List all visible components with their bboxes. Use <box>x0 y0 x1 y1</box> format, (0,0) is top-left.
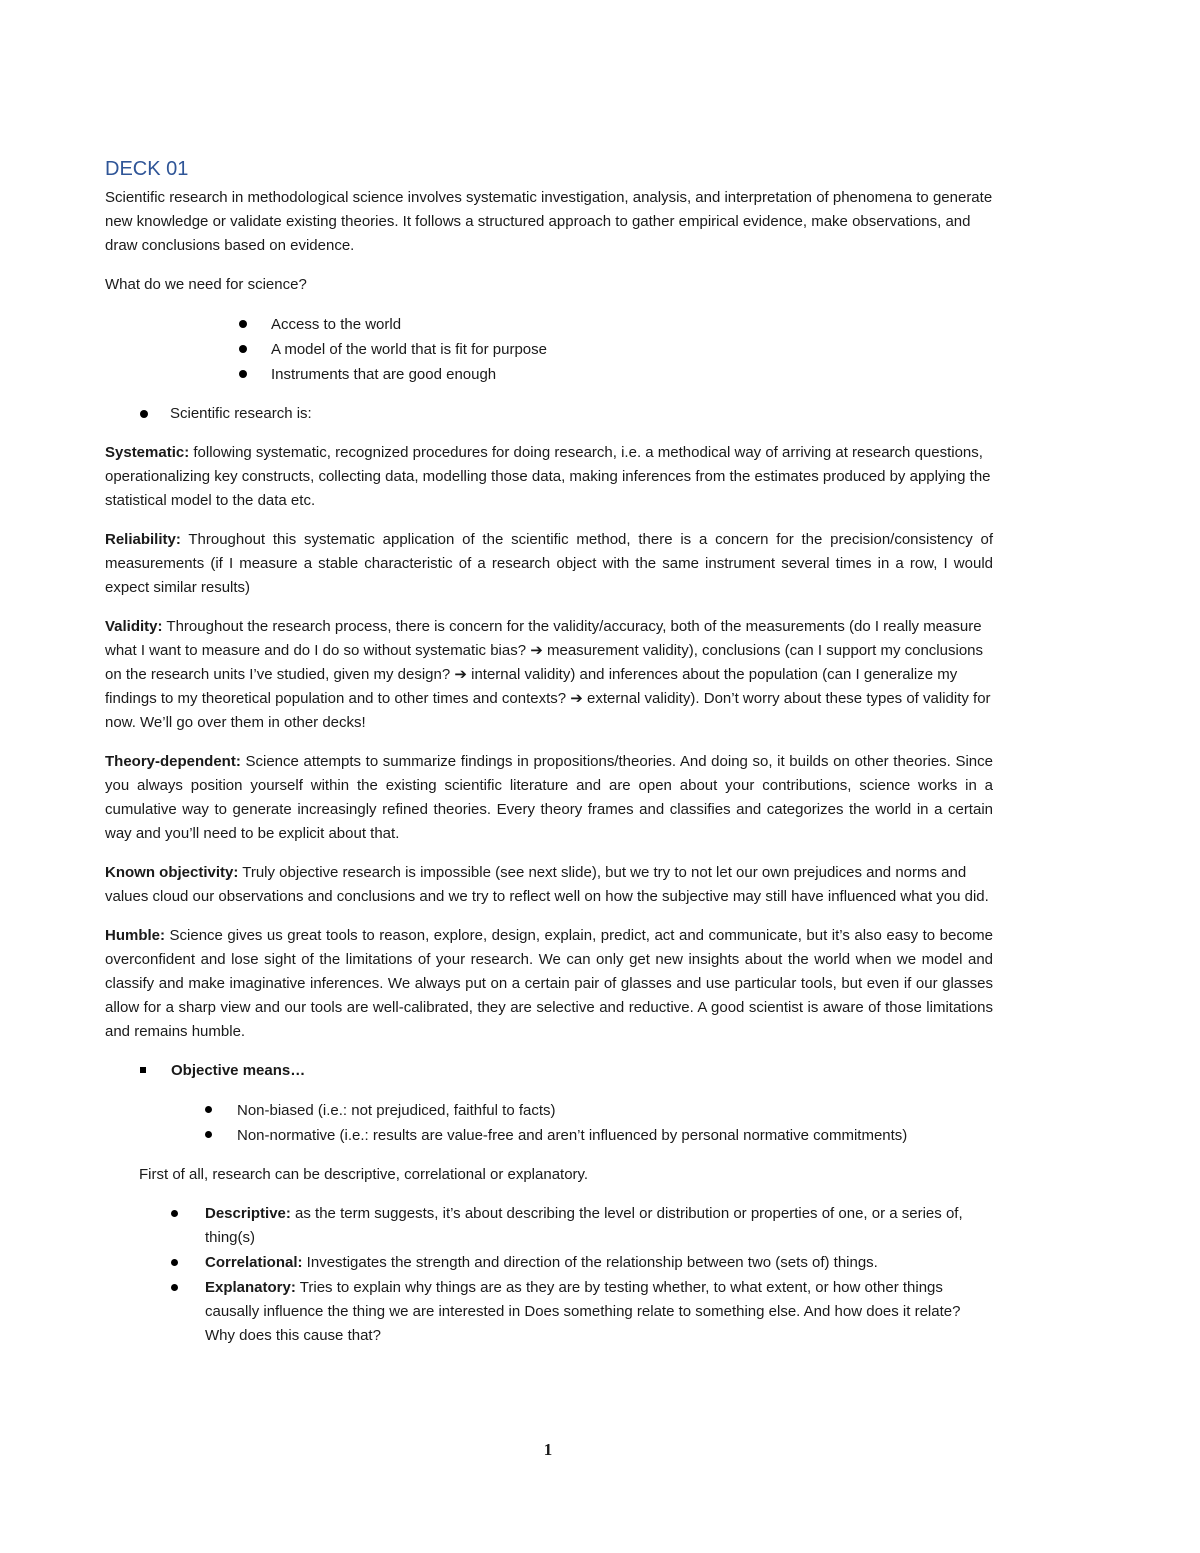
list-item: Explanatory: Tries to explain why things are as they are by testing whether, to what extent, or how other things causally influence the thing we are interested in Does something relate to something else. And how does it relate? Why does this cause that? <box>105 1276 993 1348</box>
list-item: Descriptive: as the term suggests, it’s about describing the level or distribution or properties of one, or a series of, thing(s) <box>105 1202 993 1250</box>
systematic-paragraph: Systematic: following systematic, recognized procedures for doing research, i.e. a methodical way of arriving at research questions, operationalizing key constructs, collecting data, modelling those data, making inferences from the estimates produced by applying the statistical model to the data etc. <box>105 444 991 509</box>
needs-list <box>105 312 993 387</box>
arrow-icon: ➔ <box>454 666 467 683</box>
list-item: Non-normative (i.e.: results are value-free and aren’t influenced by personal normative commitments) <box>105 1123 993 1148</box>
bullet-icon <box>171 1210 178 1217</box>
deck-title: DECK 01 <box>105 158 189 180</box>
list-item: Objective means… <box>105 1059 993 1083</box>
bullet-icon <box>239 370 247 378</box>
bullet-icon <box>171 1284 178 1291</box>
bullet-icon <box>205 1131 212 1138</box>
list-item: A model of the world that is fit for purpose <box>105 337 993 362</box>
intro-paragraph: Scientific research in methodological science involves systematic investigation, analysis, and interpretation of phenomena to generate new knowledge or validate existing theories. It follows a structured approach to gather empirical evidence, make observations, and draw conclusions based on evidence. <box>105 189 993 254</box>
theory-paragraph: Theory-dependent: Science attempts to summarize findings in propositions/theories. And doing so, it builds on other theories. Since you always position yourself within the existing scientific literature and are open about your contributions, science works in a cumulative way to generate increasingly refined theories. Every theory frames and classifies and categorizes the world in a certain way and you’ll need to be explicit about that. <box>105 753 993 842</box>
arrow-icon: ➔ <box>570 690 583 707</box>
validity-paragraph: Validity: Throughout the research process, there is concern for the validity/accuracy, both of the measurements (do I really measure what I want to measure and do I do so without systematic bias? ➔ measurement validity), conclusions (can I support my conclusions on the research units I’ve studied, given my design? ➔ internal validity) and inferences about the population (can I generalize my findings to my theoretical population and to other times and contexts? ➔ external validity). Don’t worry about these types of validity for now. We’ll go over them in other decks! <box>105 618 991 731</box>
list-item: Correlational: Investigates the strength and direction of the relationship between two (sets of) things. <box>105 1251 993 1275</box>
list-item: Scientific research is: <box>105 402 993 426</box>
bullet-icon <box>239 320 247 328</box>
bullet-icon <box>171 1259 178 1266</box>
list-item: Non-biased (i.e.: not prejudiced, faithful to facts) <box>105 1098 993 1123</box>
document-body <box>105 186 993 1363</box>
systematic-label: Systematic: <box>105 444 190 461</box>
question-paragraph: What do we need for science? <box>105 276 307 293</box>
bullet-icon <box>205 1106 212 1113</box>
reliability-paragraph: Reliability: Throughout this systematic application of the scientific method, there is a concern for the precision/consistency of measurements (if I measure a stable characteristic of a research object with the same instrument several times in a row, I would expect similar results) <box>105 531 993 596</box>
theory-label: Theory-dependent: <box>105 753 241 770</box>
list-item: Instruments that are good enough <box>105 362 993 387</box>
humble-label: Humble: <box>105 927 165 944</box>
bullet-icon <box>239 345 247 353</box>
list-item: Access to the world <box>105 312 993 337</box>
bullet-icon <box>140 410 148 418</box>
objectivity-label: Known objectivity: <box>105 864 239 881</box>
validity-label: Validity: <box>105 618 163 635</box>
objective-means-list <box>105 1059 993 1083</box>
page-number: 1 <box>543 1440 553 1459</box>
square-bullet-icon <box>140 1067 146 1073</box>
objective-items-list <box>105 1098 993 1148</box>
arrow-icon: ➔ <box>530 642 543 659</box>
research-is-list <box>105 402 993 426</box>
reliability-label: Reliability: <box>105 531 181 548</box>
humble-paragraph: Humble: Science gives us great tools to reason, explore, design, explain, predict, act and communicate, but it’s also easy to become overconfident and lose sight of the limitations of your research. We can only get new insights about the world when we model and classify and make imaginative inferences. We always put on a certain pair of glasses and use particular tools, but even if our glasses allow for a sharp view and our tools are well-calibrated, they are selective and reductive. A good scientist is aware of those limitations and remains humble. <box>105 927 993 1040</box>
objectivity-paragraph: Known objectivity: Truly objective research is impossible (see next slide), but we try to not let our own prejudices and norms and values cloud our observations and conclusions and we try to reflect well on how the subjective may still have influenced what you did. <box>105 864 989 905</box>
types-intro-paragraph: First of all, research can be descriptive, correlational or explanatory. <box>139 1166 589 1183</box>
research-types-list <box>105 1202 993 1348</box>
